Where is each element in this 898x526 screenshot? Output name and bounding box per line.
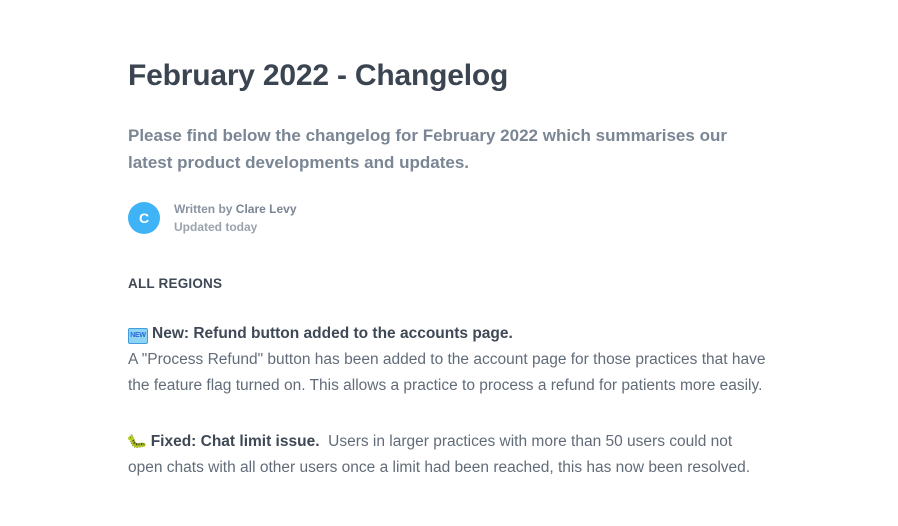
bug-icon: 🐛 bbox=[125, 430, 149, 453]
entry-heading-row bbox=[128, 321, 768, 347]
updated-value: today bbox=[225, 220, 258, 234]
entry-body: A "Process Refund" button has been added to the account page for those practices that have the feature flag turned on. This allows a practice to process a refund for patients more easily. bbox=[128, 351, 766, 394]
new-badge-icon: NEW bbox=[128, 328, 148, 344]
author-name: Clare Levy bbox=[235, 202, 297, 216]
changelog-entry-chat-limit-fix bbox=[125, 429, 768, 481]
article-description: Please find below the changelog for February 2022 which summarises our latest product developments and updates. bbox=[128, 126, 727, 172]
entry-heading: Fixed: Chat limit issue. bbox=[150, 433, 320, 450]
byline-written-by bbox=[174, 200, 297, 218]
updated-label: Updated bbox=[174, 220, 222, 234]
byline bbox=[128, 200, 768, 236]
changelog-entry-new-refund-button bbox=[128, 321, 768, 399]
written-by-label: Written by bbox=[174, 202, 233, 216]
section-heading-all-regions: ALL REGIONS bbox=[128, 276, 223, 291]
entry-body-text: Users in larger practices with more than 50 users could not open chats with all other users once a limit had been reached, this has now been resolved. bbox=[128, 433, 751, 476]
page-title: February 2022 - Changelog bbox=[128, 59, 509, 92]
entry-heading-row bbox=[125, 429, 768, 481]
byline-text bbox=[174, 200, 297, 236]
avatar: C bbox=[128, 202, 160, 234]
article-container bbox=[125, 0, 768, 481]
entry-heading: New: Refund button added to the accounts page. bbox=[152, 325, 513, 342]
byline-updated bbox=[174, 218, 297, 236]
